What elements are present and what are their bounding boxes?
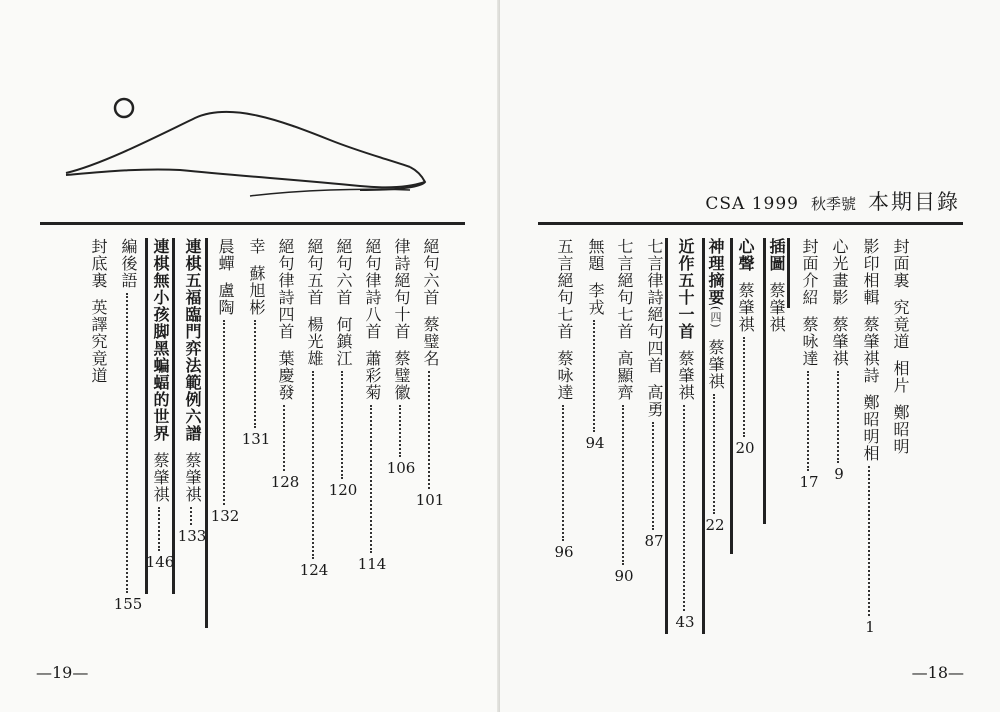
toc-entry[interactable] (642, 238, 666, 550)
toc-entry[interactable] (415, 238, 445, 509)
entry-page: 101 (415, 491, 445, 509)
entry-author: 究竟道 (891, 299, 910, 350)
entry-page: 114 (357, 555, 387, 573)
toc-entry[interactable] (888, 238, 912, 455)
dot-leader (223, 320, 227, 505)
left-bar-133 (205, 238, 208, 628)
entry-author: 蔡咏達 (800, 316, 819, 367)
entry-author: 蔡肇祺 (736, 282, 755, 333)
entry-page: 94 (585, 434, 605, 452)
toc-entry[interactable] (86, 238, 110, 384)
toc-entry[interactable] (764, 238, 788, 333)
dot-leader (622, 405, 626, 565)
entry-page: 1 (865, 618, 875, 636)
entry-title: 封底裏 (89, 238, 108, 289)
entry-page: 124 (299, 561, 329, 579)
entry-title: 插圖 (767, 238, 786, 272)
entry-page: 22 (705, 515, 725, 534)
entry-page: 90 (614, 567, 634, 585)
issue-season: 秋季號 (810, 195, 856, 213)
toc-entry[interactable] (241, 238, 271, 448)
toc-entry[interactable] (270, 238, 300, 491)
entry-page: 133 (177, 527, 207, 545)
toc-entry[interactable] (858, 238, 882, 636)
dot-leader (743, 337, 747, 437)
entry-author: 蔡肇祺 (830, 316, 849, 367)
dot-leader (868, 466, 872, 616)
dot-leader (341, 371, 345, 479)
entry-author: 蔡咏達 (555, 350, 574, 401)
entry-page: 9 (834, 465, 844, 483)
entry-title: 絕句六首 (421, 238, 440, 306)
entry-note: (四) (709, 306, 722, 329)
entry-page: 106 (386, 459, 416, 477)
toc-entry[interactable] (552, 238, 576, 561)
entry-title: 心聲 (736, 238, 755, 272)
entry-title: 封面裏 (891, 238, 910, 289)
entry-title: 連棋無小孩脚黑蝙蝠的世界 (151, 238, 170, 442)
dot-leader (562, 405, 566, 541)
toc-header (705, 186, 960, 216)
dot-leader (254, 320, 258, 428)
entry-author: 蔡肇祺 (183, 452, 202, 503)
toc-entry[interactable] (703, 238, 727, 534)
entry-title: 七言絕句七首 (615, 238, 634, 340)
page-number-left: —19— (36, 663, 89, 682)
entry-page: 131 (241, 430, 271, 448)
toc-entry[interactable] (145, 238, 175, 571)
entry-author: 蔡璧徽 (392, 350, 411, 401)
entry-page: 96 (554, 543, 574, 561)
right-top-rule (538, 222, 963, 225)
right-page (500, 0, 1000, 712)
entry-title: 律詩絕句十首 (392, 238, 411, 340)
entry-title: 無題 (586, 238, 605, 272)
toc-entry[interactable] (386, 238, 416, 477)
entry-extra-author: 鄭昭明 (891, 404, 910, 455)
toc-entry[interactable] (583, 238, 607, 452)
entry-author: 葉慶發 (276, 350, 295, 401)
entry-title: 神理摘要 (706, 238, 725, 306)
entry-page: 87 (644, 532, 664, 550)
dot-leader (593, 320, 597, 432)
entry-title: 絕句律詩八首 (363, 238, 382, 340)
entry-title: 近作五十一首 (676, 238, 695, 340)
dot-leader (158, 507, 162, 551)
dot-leader (428, 371, 432, 489)
entry-title: 七言律詩絕句四首 (645, 238, 664, 374)
entry-page: 17 (799, 473, 819, 491)
entry-author: 何鎮江 (334, 316, 353, 367)
entry-author: 楊光雄 (305, 316, 324, 367)
dot-leader (837, 371, 841, 463)
entry-title: 絕句律詩四首 (276, 238, 295, 340)
dot-leader (283, 405, 287, 471)
toc-entry[interactable] (733, 238, 757, 457)
page-number-right: —18— (911, 663, 964, 682)
toc-entry[interactable] (328, 238, 358, 499)
entry-author: 蔡肇祺 (767, 282, 786, 333)
entry-page: 43 (675, 613, 695, 631)
toc-entry[interactable] (299, 238, 329, 579)
toc-entry[interactable] (827, 238, 851, 483)
entry-extra: 相片 (891, 360, 910, 394)
dot-leader (190, 507, 194, 525)
dot-leader (713, 394, 717, 514)
dot-leader (370, 405, 374, 553)
entry-page: 132 (210, 507, 240, 525)
entry-title: 封面介紹 (800, 238, 819, 306)
entry-author: 李戎 (586, 282, 605, 316)
entry-extra: 鄭昭明相 (861, 394, 880, 462)
toc-title: 本期目錄 (868, 190, 960, 214)
toc-entry[interactable] (673, 238, 697, 631)
left-top-rule (40, 222, 465, 225)
entry-author: 蔡璧名 (421, 316, 440, 367)
entry-title: 幸 (247, 238, 266, 255)
entry-author: 高顯齊 (615, 350, 634, 401)
toc-entry[interactable] (612, 238, 636, 585)
entry-author: 蔡肇祺 (151, 452, 170, 503)
entry-page: 128 (270, 473, 300, 491)
entry-title: 晨蟬 (216, 238, 235, 272)
entry-author: 英譯究竟道 (89, 299, 108, 384)
entry-page: 146 (145, 553, 175, 571)
entry-title: 編後語 (119, 238, 138, 289)
entry-author: 蔡肇祺 (706, 338, 725, 390)
toc-entry[interactable] (797, 238, 821, 491)
entry-page: 155 (113, 595, 143, 613)
toc-entry[interactable] (113, 238, 143, 613)
entry-title: 五言絕句七首 (555, 238, 574, 340)
entry-title: 影印相輯 (861, 238, 880, 306)
entry-author: 盧陶 (216, 282, 235, 316)
entry-title: 絕句六首 (334, 238, 353, 306)
dot-leader (126, 293, 130, 593)
sketch-illustration (0, 0, 500, 210)
left-bar-146 (172, 238, 175, 594)
dot-leader (399, 405, 403, 457)
entry-author: 蘇旭彬 (247, 265, 266, 316)
entry-title: 連棋五福臨門弈法範例六譜 (183, 238, 202, 442)
entry-page: 120 (328, 481, 358, 499)
entry-title: 心光畫影 (830, 238, 849, 306)
entry-author: 蕭彩菊 (363, 350, 382, 401)
entry-author: 蔡肇祺 (676, 350, 695, 401)
dot-leader (683, 405, 687, 611)
entry-author: 高勇 (645, 384, 664, 418)
toc-entry[interactable] (210, 238, 240, 525)
magazine-name: CSA 1999 (705, 194, 799, 214)
entry-page: 20 (735, 439, 755, 457)
dot-leader (312, 371, 316, 559)
entry-title: 絕句五首 (305, 238, 324, 306)
entry-author: 蔡肇祺詩 (861, 316, 880, 384)
toc-entry[interactable] (177, 238, 207, 545)
dot-leader (652, 422, 656, 530)
dot-leader (807, 371, 811, 471)
toc-entry[interactable] (357, 238, 387, 573)
